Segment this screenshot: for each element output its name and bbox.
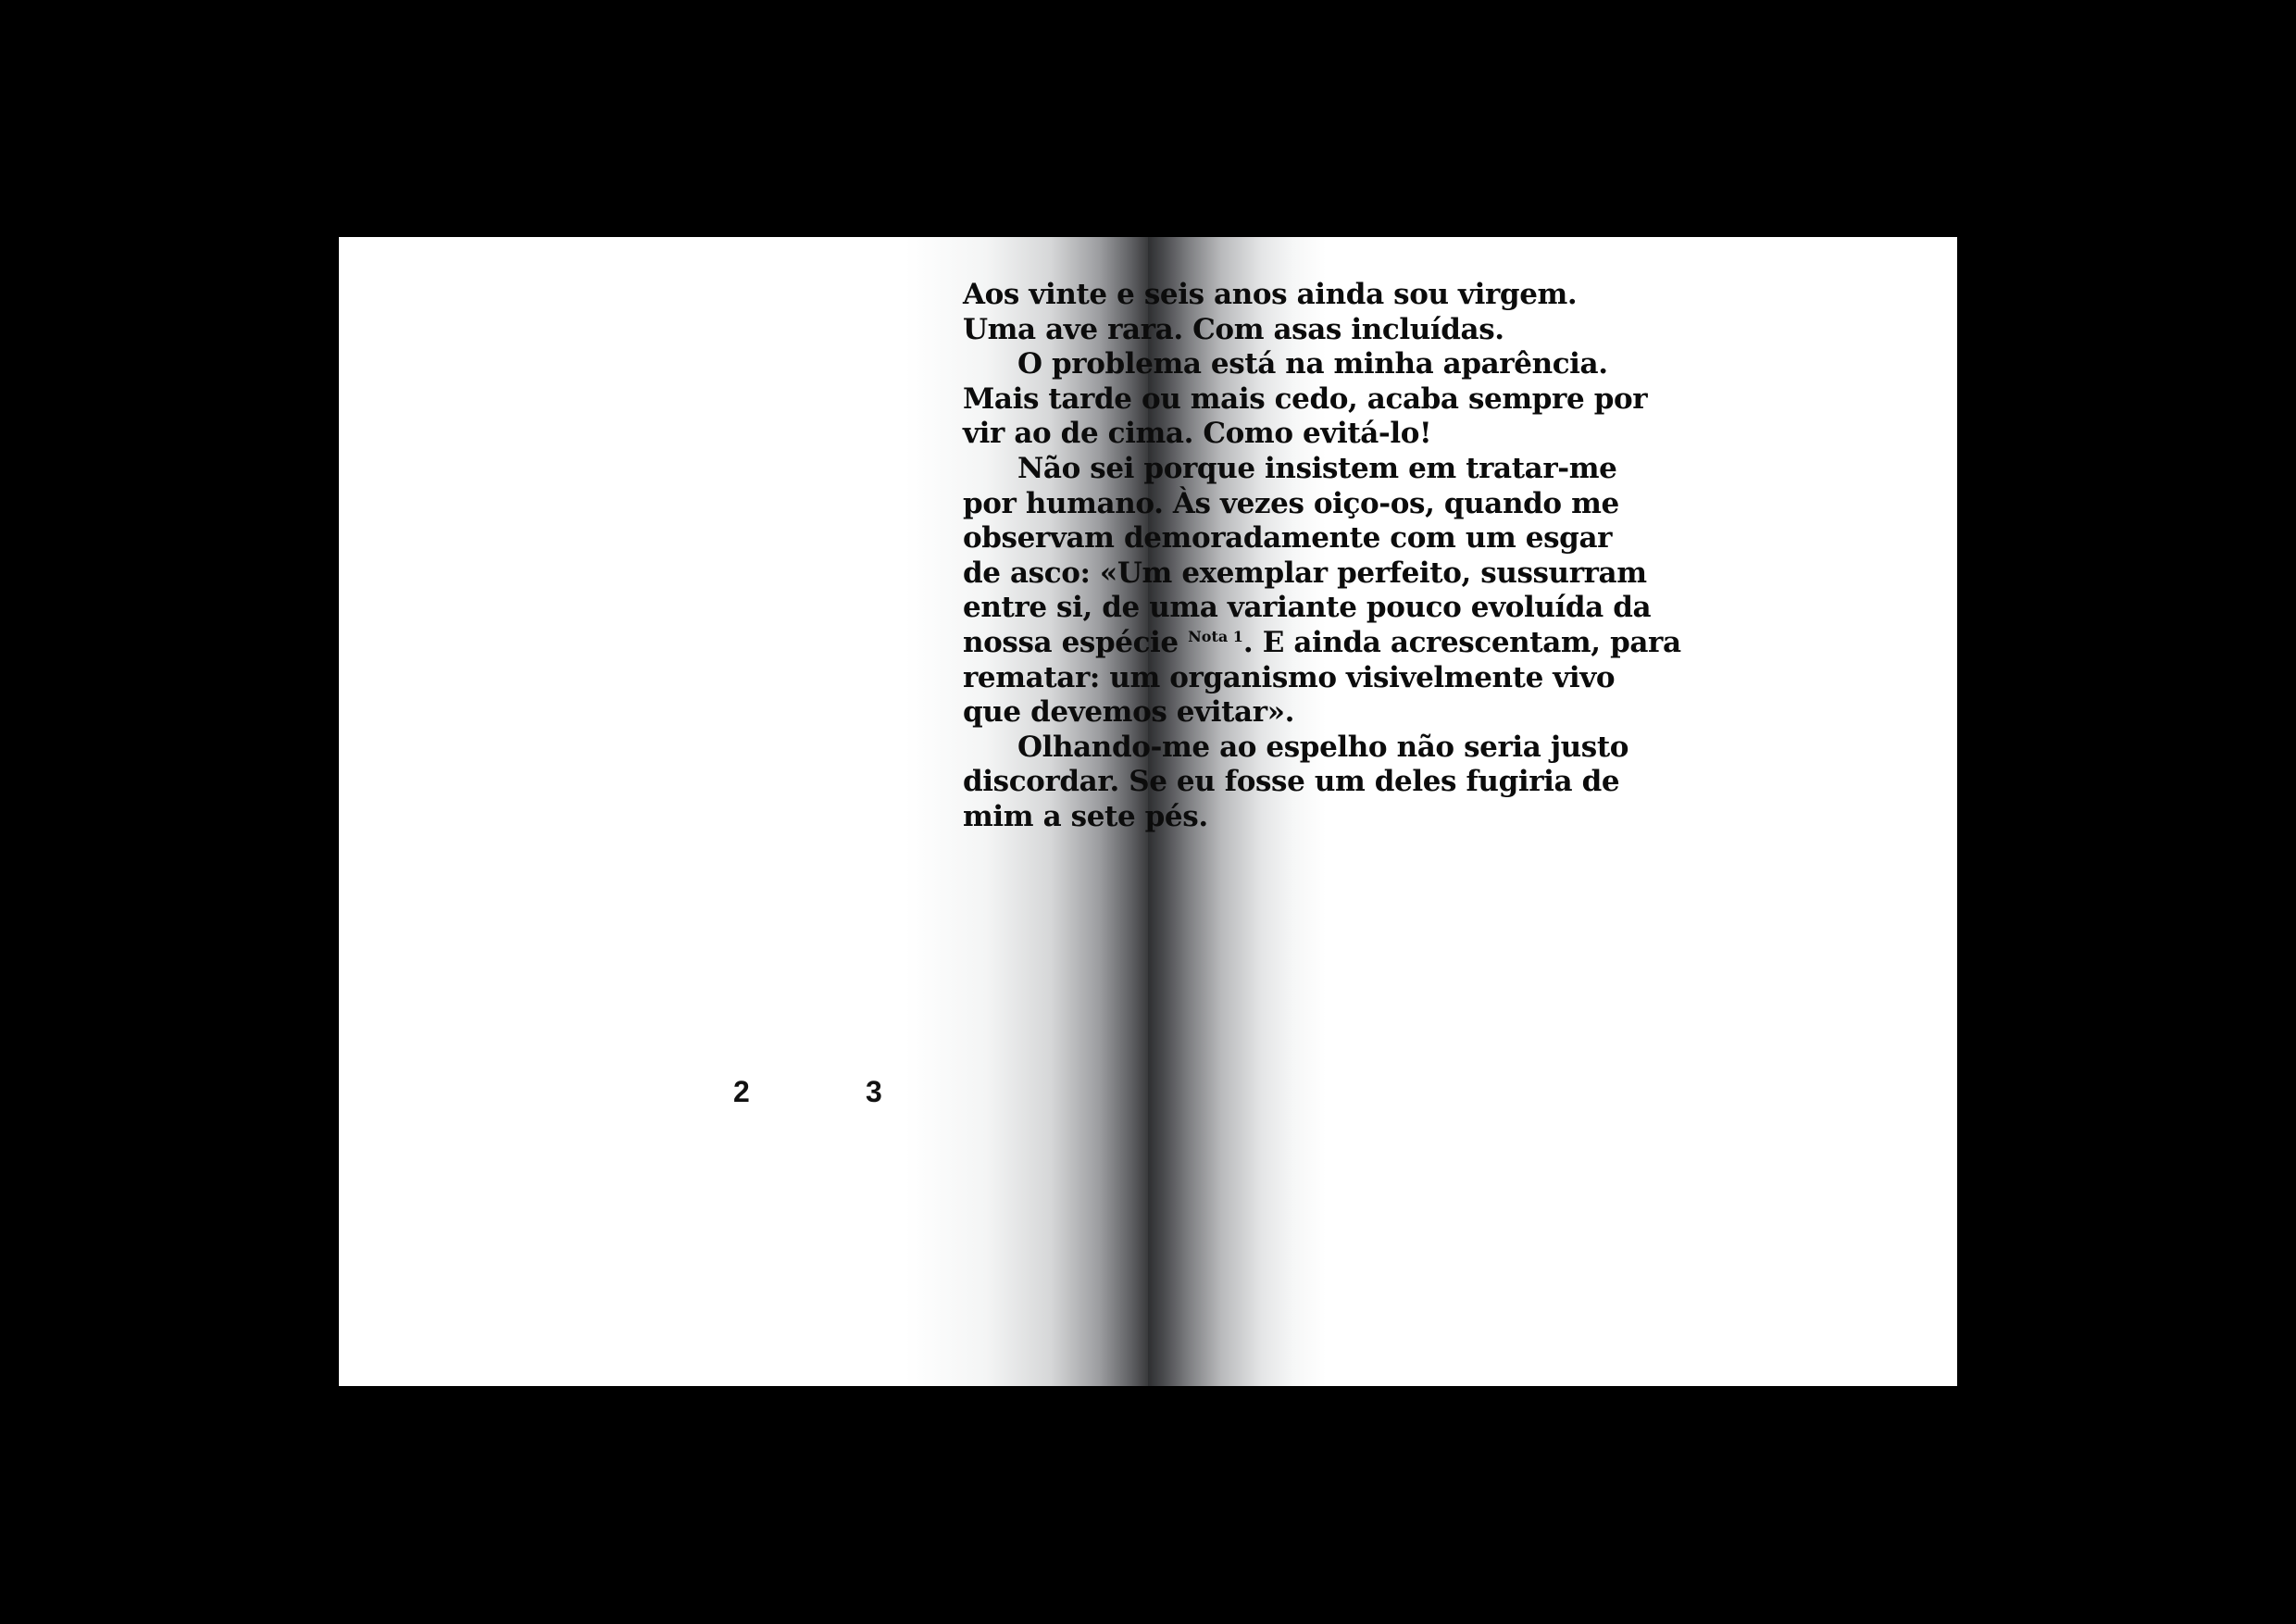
- text-line-with-footnote: [963, 625, 1681, 661]
- text-line: Olhando-me ao espelho não seria justo: [1017, 730, 1629, 764]
- page-number-right: 3: [866, 1075, 882, 1108]
- text-line: entre si, de uma variante pouco evoluída da: [963, 591, 1652, 625]
- body-text: [963, 278, 1681, 835]
- text-fragment: nossa espécie: [963, 625, 1179, 659]
- text-line: vir ao de cima. Como evitá-lo!: [963, 417, 1432, 451]
- text-line: observam demoradamente com um esgar: [963, 521, 1613, 556]
- text-fragment: . E ainda acrescentam, para: [1242, 625, 1681, 659]
- text-line: rematar: um organismo visivelmente vivo: [963, 660, 1616, 694]
- text-line: Uma ave rara. Com asas incluídas.: [963, 312, 1504, 346]
- text-line: discordar. Se eu fosse um deles fugiria de: [963, 765, 1620, 799]
- text-line: de asco: «Um exemplar perfeito, sussurram: [963, 556, 1647, 590]
- text-line: Mais tarde ou mais cedo, acaba sempre por: [963, 381, 1648, 416]
- page-number-left: 2: [733, 1075, 750, 1108]
- text-line: por humano. Às vezes oiço-os, quando me: [963, 486, 1619, 520]
- text-line: que devemos evitar».: [963, 695, 1295, 730]
- text-line: mim a sete pés.: [963, 799, 1208, 833]
- text-line: Aos vinte e seis anos ainda sou virgem.: [963, 278, 1578, 311]
- text-line: O problema está na minha aparência.: [1017, 347, 1608, 381]
- footnote-marker[interactable]: Nota 1: [1188, 627, 1243, 645]
- text-line: Não sei porque insistem em tratar-me: [1017, 451, 1617, 485]
